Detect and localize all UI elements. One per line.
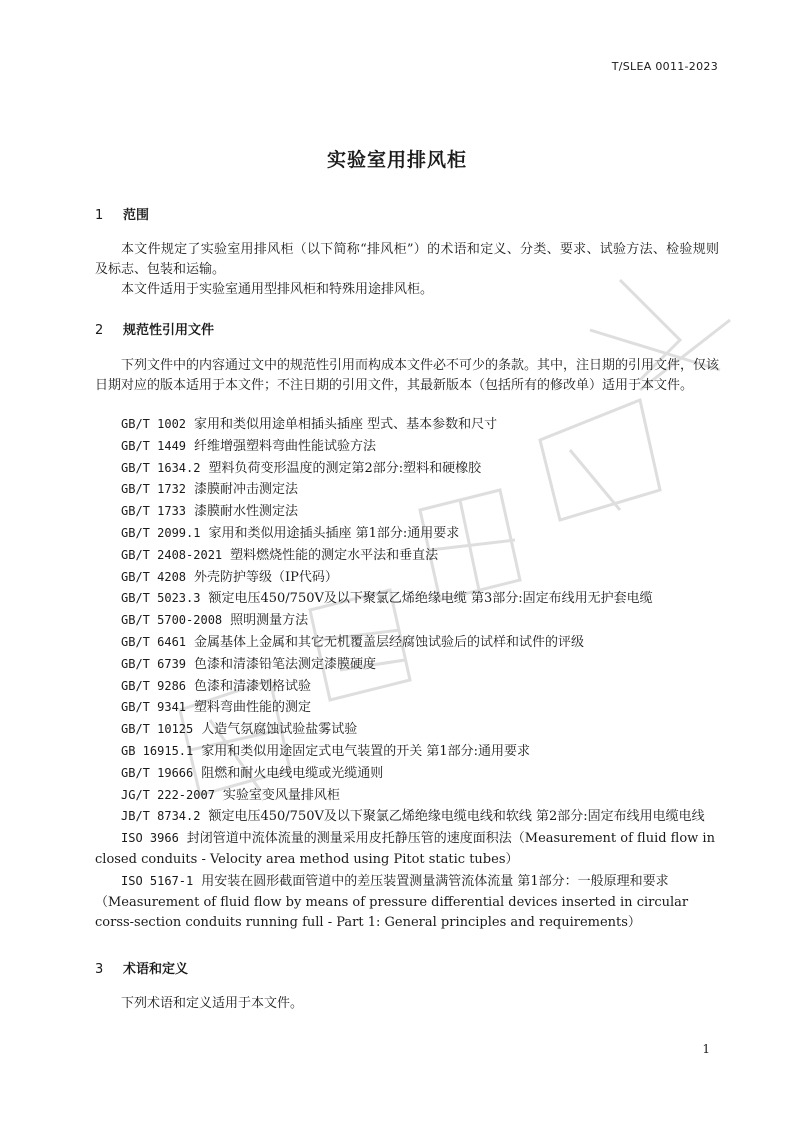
section-3-heading	[95, 958, 188, 977]
reference-code: GB/T 9286	[121, 678, 187, 693]
reference-code: GB/T 1634.2	[121, 460, 201, 475]
section-1-heading	[95, 204, 149, 223]
reference-code: ISO 3966	[121, 831, 179, 846]
reference-title: 额定电压450/750V及以下聚氯乙烯绝缘电缆电线和软线 第2部分:固定布线用电缆电线	[208, 809, 705, 825]
reference-code: JB/T 8734.2	[121, 809, 201, 824]
reference-code: GB/T 2099.1	[121, 525, 201, 540]
reference-code: GB/T 10125	[121, 722, 194, 737]
reference-item	[95, 828, 719, 871]
reference-item	[95, 567, 719, 589]
reference-title: 家用和类似用途插头插座 第1部分:通用要求	[208, 525, 460, 541]
reference-item	[95, 741, 719, 763]
reference-title: 封闭管道中流体流量的测量采用皮托静压管的速度面积法（Measurement of fluid flow in closed conduits - Velocity area method using Pitot static tubes）	[95, 831, 715, 867]
reference-title: 外壳防护等级（IP代码）	[194, 569, 338, 585]
reference-title: 人造气氛腐蚀试验盐雾试验	[201, 722, 358, 738]
reference-title: 家用和类似用途单相插头插座 型式、基本参数和尺寸	[194, 417, 498, 432]
reference-code: GB/T 5700-2008	[121, 613, 223, 628]
reference-title: 漆膜耐冲击测定法	[194, 482, 299, 498]
reference-title: 纤维增强塑料弯曲性能试验方法	[194, 438, 377, 454]
reference-item	[95, 545, 719, 567]
reference-title: 塑料负荷变形温度的测定第2部分:塑料和硬橡胶	[208, 460, 482, 476]
reference-item	[95, 632, 719, 654]
reference-code: GB/T 6461	[121, 634, 187, 649]
reference-title: 漆膜耐水性测定法	[194, 504, 299, 520]
section-1-title: 范围	[123, 208, 150, 223]
reference-item	[95, 785, 719, 807]
reference-title: 塑料弯曲性能的测定	[194, 700, 312, 716]
reference-item	[95, 763, 719, 785]
reference-item	[95, 479, 719, 501]
reference-code: GB/T 2408-2021	[121, 547, 223, 562]
reference-title: 用安装在圆形截面管道中的差压装置测量满管流体流量 第1部分：一般原理和要求（Measurement of fluid flow by means of pressure differential devices inserted in circular corss-section conduits running full - Part 1: General principles and requirements）	[95, 873, 689, 931]
section-2-title: 规范性引用文件	[123, 323, 215, 338]
reference-code: JG/T 222-2007	[121, 787, 215, 802]
section-2-number: 2	[95, 323, 104, 338]
reference-title: 实验室变风量排风柜	[222, 787, 340, 803]
reference-code: GB/T 6739	[121, 656, 187, 671]
reference-code: GB/T 1732	[121, 482, 187, 497]
reference-item	[95, 458, 719, 480]
reference-item	[95, 871, 719, 934]
reference-title: 额定电压450/750V及以下聚氯乙烯绝缘电缆 第3部分:固定布线用无护套电缆	[208, 591, 653, 607]
reference-item	[95, 436, 719, 458]
section-1-paragraph-2: 本文件适用于实验室通用型排风柜和特殊用途排风柜。	[121, 282, 434, 297]
reference-code: GB/T 1449	[121, 438, 187, 453]
reference-item	[95, 588, 719, 610]
reference-code: GB/T 19666	[121, 765, 194, 780]
reference-code: GB/T 5023.3	[121, 591, 201, 606]
reference-title: 阻燃和耐火电线电缆或光缆通则	[201, 765, 384, 781]
reference-item	[95, 654, 719, 676]
reference-title: 色漆和清漆铅笔法测定漆膜硬度	[194, 656, 377, 672]
reference-code: GB 16915.1	[121, 743, 194, 758]
reference-title: 金属基体上金属和其它无机覆盖层经腐蚀试验后的试样和试件的评级	[194, 634, 585, 650]
reference-code: GB/T 1002	[121, 417, 187, 431]
reference-item	[95, 501, 719, 523]
normative-references-list	[95, 414, 719, 934]
reference-code: GB/T 1733	[121, 504, 187, 519]
reference-title: 色漆和清漆划格试验	[194, 678, 312, 694]
section-3-intro: 下列术语和定义适用于本文件。	[121, 996, 304, 1011]
reference-item	[95, 610, 719, 632]
reference-title: 家用和类似用途固定式电气装置的开关 第1部分:通用要求	[201, 743, 531, 759]
page-number: 1	[702, 1042, 710, 1056]
section-2-heading	[95, 319, 214, 338]
reference-item	[95, 806, 719, 828]
section-1-paragraph-1: 本文件规定了实验室用排风柜（以下简称“排风柜”）的术语和定义、分类、要求、试验方法、检验规则及标志、包装和运输。	[95, 242, 719, 277]
reference-code: ISO 5167-1	[121, 873, 194, 888]
section-3-title: 术语和定义	[123, 962, 189, 977]
reference-title: 塑料燃烧性能的测定水平法和垂直法	[230, 547, 439, 563]
reference-item	[95, 523, 719, 545]
reference-code: GB/T 4208	[121, 569, 187, 584]
reference-item	[95, 414, 719, 436]
reference-item	[95, 697, 719, 719]
section-1-number: 1	[95, 208, 104, 223]
document-code: T/SLEA 0011-2023	[611, 60, 718, 73]
section-3-number: 3	[95, 962, 104, 977]
document-title: 实验室用排风柜	[326, 149, 467, 171]
reference-item	[95, 719, 719, 741]
section-2-intro: 下列文件中的内容通过文中的规范性引用而构成本文件必不可少的条款。其中，注日期的引用文件，仅该日期对应的版本适用于本文件；不注日期的引用文件，其最新版本（包括所有的修改单）适用于本文件。	[95, 358, 720, 393]
reference-item	[95, 676, 719, 698]
reference-code: GB/T 9341	[121, 700, 187, 715]
reference-title: 照明测量方法	[230, 613, 309, 629]
